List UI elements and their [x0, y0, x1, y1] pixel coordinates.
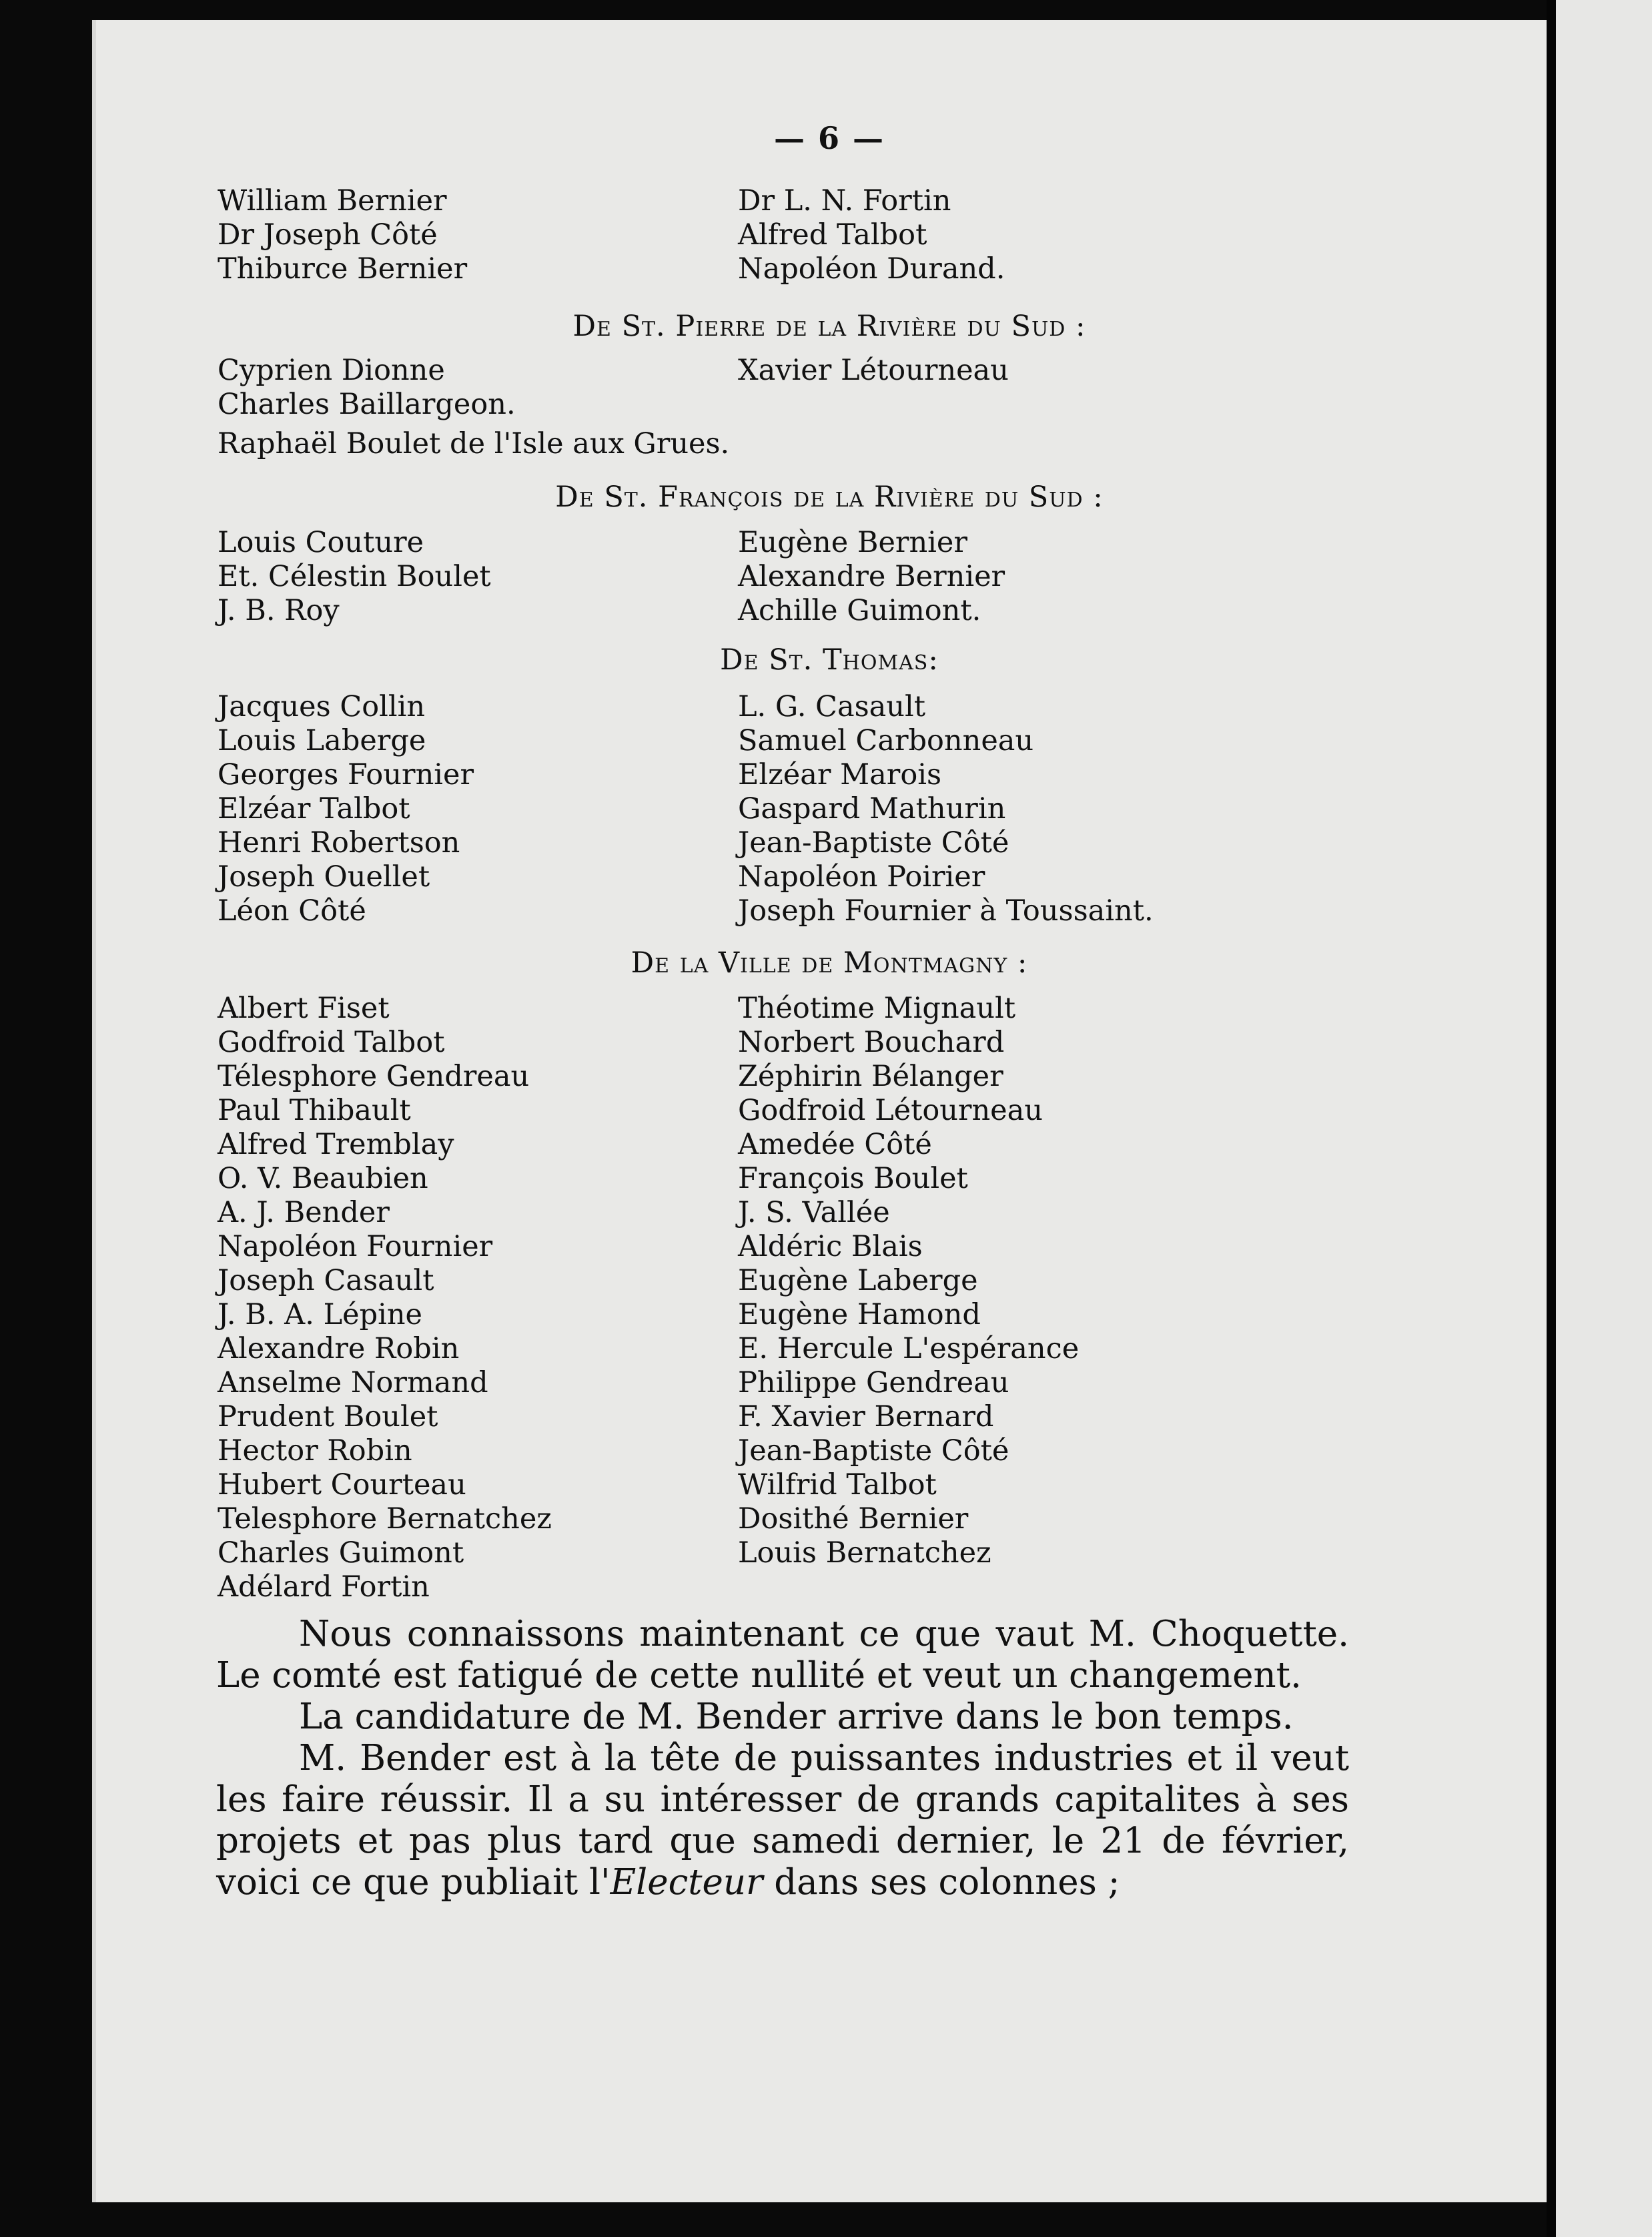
- name-column-right: [738, 354, 1009, 388]
- name-entry: Eugène Hamond: [738, 1298, 981, 1331]
- name-entry: Napoléon Durand.: [738, 252, 1005, 286]
- name-entry: Joseph Fournier à Toussaint.: [738, 894, 1154, 928]
- name-entry: Anselme Normand: [218, 1366, 488, 1399]
- name-column-right: [738, 690, 1154, 928]
- name-entry: Xavier Létourneau: [738, 354, 1009, 387]
- paragraph: La candidature de M. Bender arrive dans le bon temps.: [299, 1696, 1294, 1737]
- document-page: [92, 20, 1563, 2202]
- name-column-right: [738, 184, 1005, 286]
- paragraph: Nous connaissons maintenant ce que vaut M. Choquette. Le comté est fatigué de cette nullité et veut un changement.: [216, 1614, 1349, 1696]
- name-column-left: [218, 354, 516, 422]
- name-entry: Samuel Carbonneau: [738, 724, 1034, 757]
- name-entry: Gaspard Mathurin: [738, 792, 1006, 826]
- name-column-left: [218, 992, 552, 1604]
- name-entry: Napoléon Fournier: [218, 1230, 493, 1263]
- name-entry: Jacques Collin: [218, 690, 426, 723]
- name-entry: Thiburce Bernier: [218, 252, 468, 286]
- name-entry: William Bernier: [218, 184, 447, 218]
- name-entry: Jean-Baptiste Côté: [738, 826, 1009, 860]
- name-entry: Cyprien Dionne: [218, 354, 445, 387]
- name-entry: Godfroid Létourneau: [738, 1094, 1043, 1127]
- newspaper-title: Electeur: [610, 1862, 763, 1903]
- name-column-right: [738, 526, 1005, 628]
- name-entry: Amedée Côté: [738, 1128, 932, 1161]
- body-text: [216, 1614, 1349, 1903]
- name-entry: Elzéar Talbot: [218, 792, 410, 826]
- name-entry: Louis Bernatchez: [738, 1536, 991, 1570]
- section-heading-st-thomas: De St. Thomas:: [720, 643, 939, 677]
- name-entry: Joseph Casault: [218, 1264, 434, 1297]
- name-entry: Telesphore Bernatchez: [218, 1502, 552, 1536]
- name-entry: Télesphore Gendreau: [218, 1060, 530, 1093]
- name-entry: Godfroid Talbot: [218, 1026, 445, 1059]
- section-heading-st-pierre: De St. Pierre de la Rivière du Sud :: [572, 310, 1086, 343]
- name-column-left: [218, 526, 491, 628]
- name-entry: Dosithé Bernier: [738, 1502, 969, 1536]
- name-entry: Elzéar Marois: [738, 758, 942, 791]
- name-column-right: [738, 992, 1079, 1570]
- name-column-left: [218, 690, 474, 928]
- name-entry: Prudent Boulet: [218, 1400, 438, 1433]
- name-entry: Louis Laberge: [218, 724, 426, 757]
- name-entry: Alexandre Robin: [218, 1332, 460, 1365]
- name-entry: Georges Fournier: [218, 758, 474, 791]
- name-entry: Et. Célestin Boulet: [218, 560, 491, 593]
- name-entry: François Boulet: [738, 1162, 968, 1195]
- name-column-left: [218, 184, 467, 286]
- page-number: — 6 —: [773, 120, 885, 156]
- name-entry: Hector Robin: [218, 1434, 412, 1468]
- name-entry: Albert Fiset: [218, 992, 390, 1025]
- name-entry: J. B. A. Lépine: [218, 1298, 422, 1331]
- name-entry: A. J. Bender: [218, 1196, 390, 1229]
- name-entry: O. V. Beaubien: [218, 1162, 428, 1195]
- name-entry: Léon Côté: [218, 894, 366, 928]
- paragraph: [216, 1738, 1349, 1903]
- facing-page-edge: [1556, 0, 1652, 2237]
- section-heading-st-francois: De St. François de la Rivière du Sud :: [555, 481, 1104, 514]
- name-entry: Eugène Bernier: [738, 526, 967, 559]
- section-heading-montmagny: De la Ville de Montmagny :: [631, 946, 1028, 980]
- name-entry: Eugène Laberge: [738, 1264, 978, 1297]
- name-entry: Adélard Fortin: [218, 1570, 430, 1604]
- name-entry: J. S. Vallée: [738, 1196, 890, 1229]
- name-entry: Joseph Ouellet: [218, 860, 430, 894]
- name-entry: Aldéric Blais: [738, 1230, 923, 1263]
- paragraph-text: dans ses colonnes ;: [763, 1862, 1120, 1903]
- paragraph-text: M. Bender est à la tête de puissantes industries et il veut les faire réussir. Il a su intéresser de grands capitalites à ses projets et pas plus tard que samedi dernier, le 21 de février, voici ce que publiait l': [216, 1738, 1349, 1903]
- name-entry: Henri Robertson: [218, 826, 460, 860]
- name-entry: Dr L. N. Fortin: [738, 184, 951, 218]
- name-entry: Charles Guimont: [218, 1536, 464, 1570]
- name-entry: Norbert Bouchard: [738, 1026, 1005, 1059]
- name-entry: Charles Baillargeon.: [218, 388, 516, 421]
- name-entry: Jean-Baptiste Côté: [738, 1434, 1009, 1468]
- name-entry: Wilfrid Talbot: [738, 1468, 937, 1502]
- name-entry: Zéphirin Bélanger: [738, 1060, 1003, 1093]
- name-entry: E. Hercule L'espérance: [738, 1332, 1080, 1365]
- name-entry: Louis Couture: [218, 526, 424, 559]
- name-entry: Alfred Tremblay: [218, 1128, 454, 1161]
- name-entry: Théotime Mignault: [738, 992, 1015, 1025]
- name-entry: Dr Joseph Côté: [218, 218, 438, 252]
- name-entry: Hubert Courteau: [218, 1468, 466, 1502]
- name-entry: F. Xavier Bernard: [738, 1400, 994, 1433]
- name-entry: Philippe Gendreau: [738, 1366, 1009, 1399]
- name-entry: Alfred Talbot: [738, 218, 927, 252]
- name-entry: Alexandre Bernier: [738, 560, 1005, 593]
- page-gutter-shadow: [1547, 0, 1556, 2237]
- name-entry: L. G. Casault: [738, 690, 926, 723]
- name-entry: J. B. Roy: [218, 594, 340, 627]
- name-entry: Napoléon Poirier: [738, 860, 985, 894]
- st-pierre-extra-name: Raphaël Boulet de l'Isle aux Grues.: [218, 427, 730, 460]
- name-entry: Paul Thibault: [218, 1094, 411, 1127]
- name-entry: Achille Guimont.: [738, 594, 981, 627]
